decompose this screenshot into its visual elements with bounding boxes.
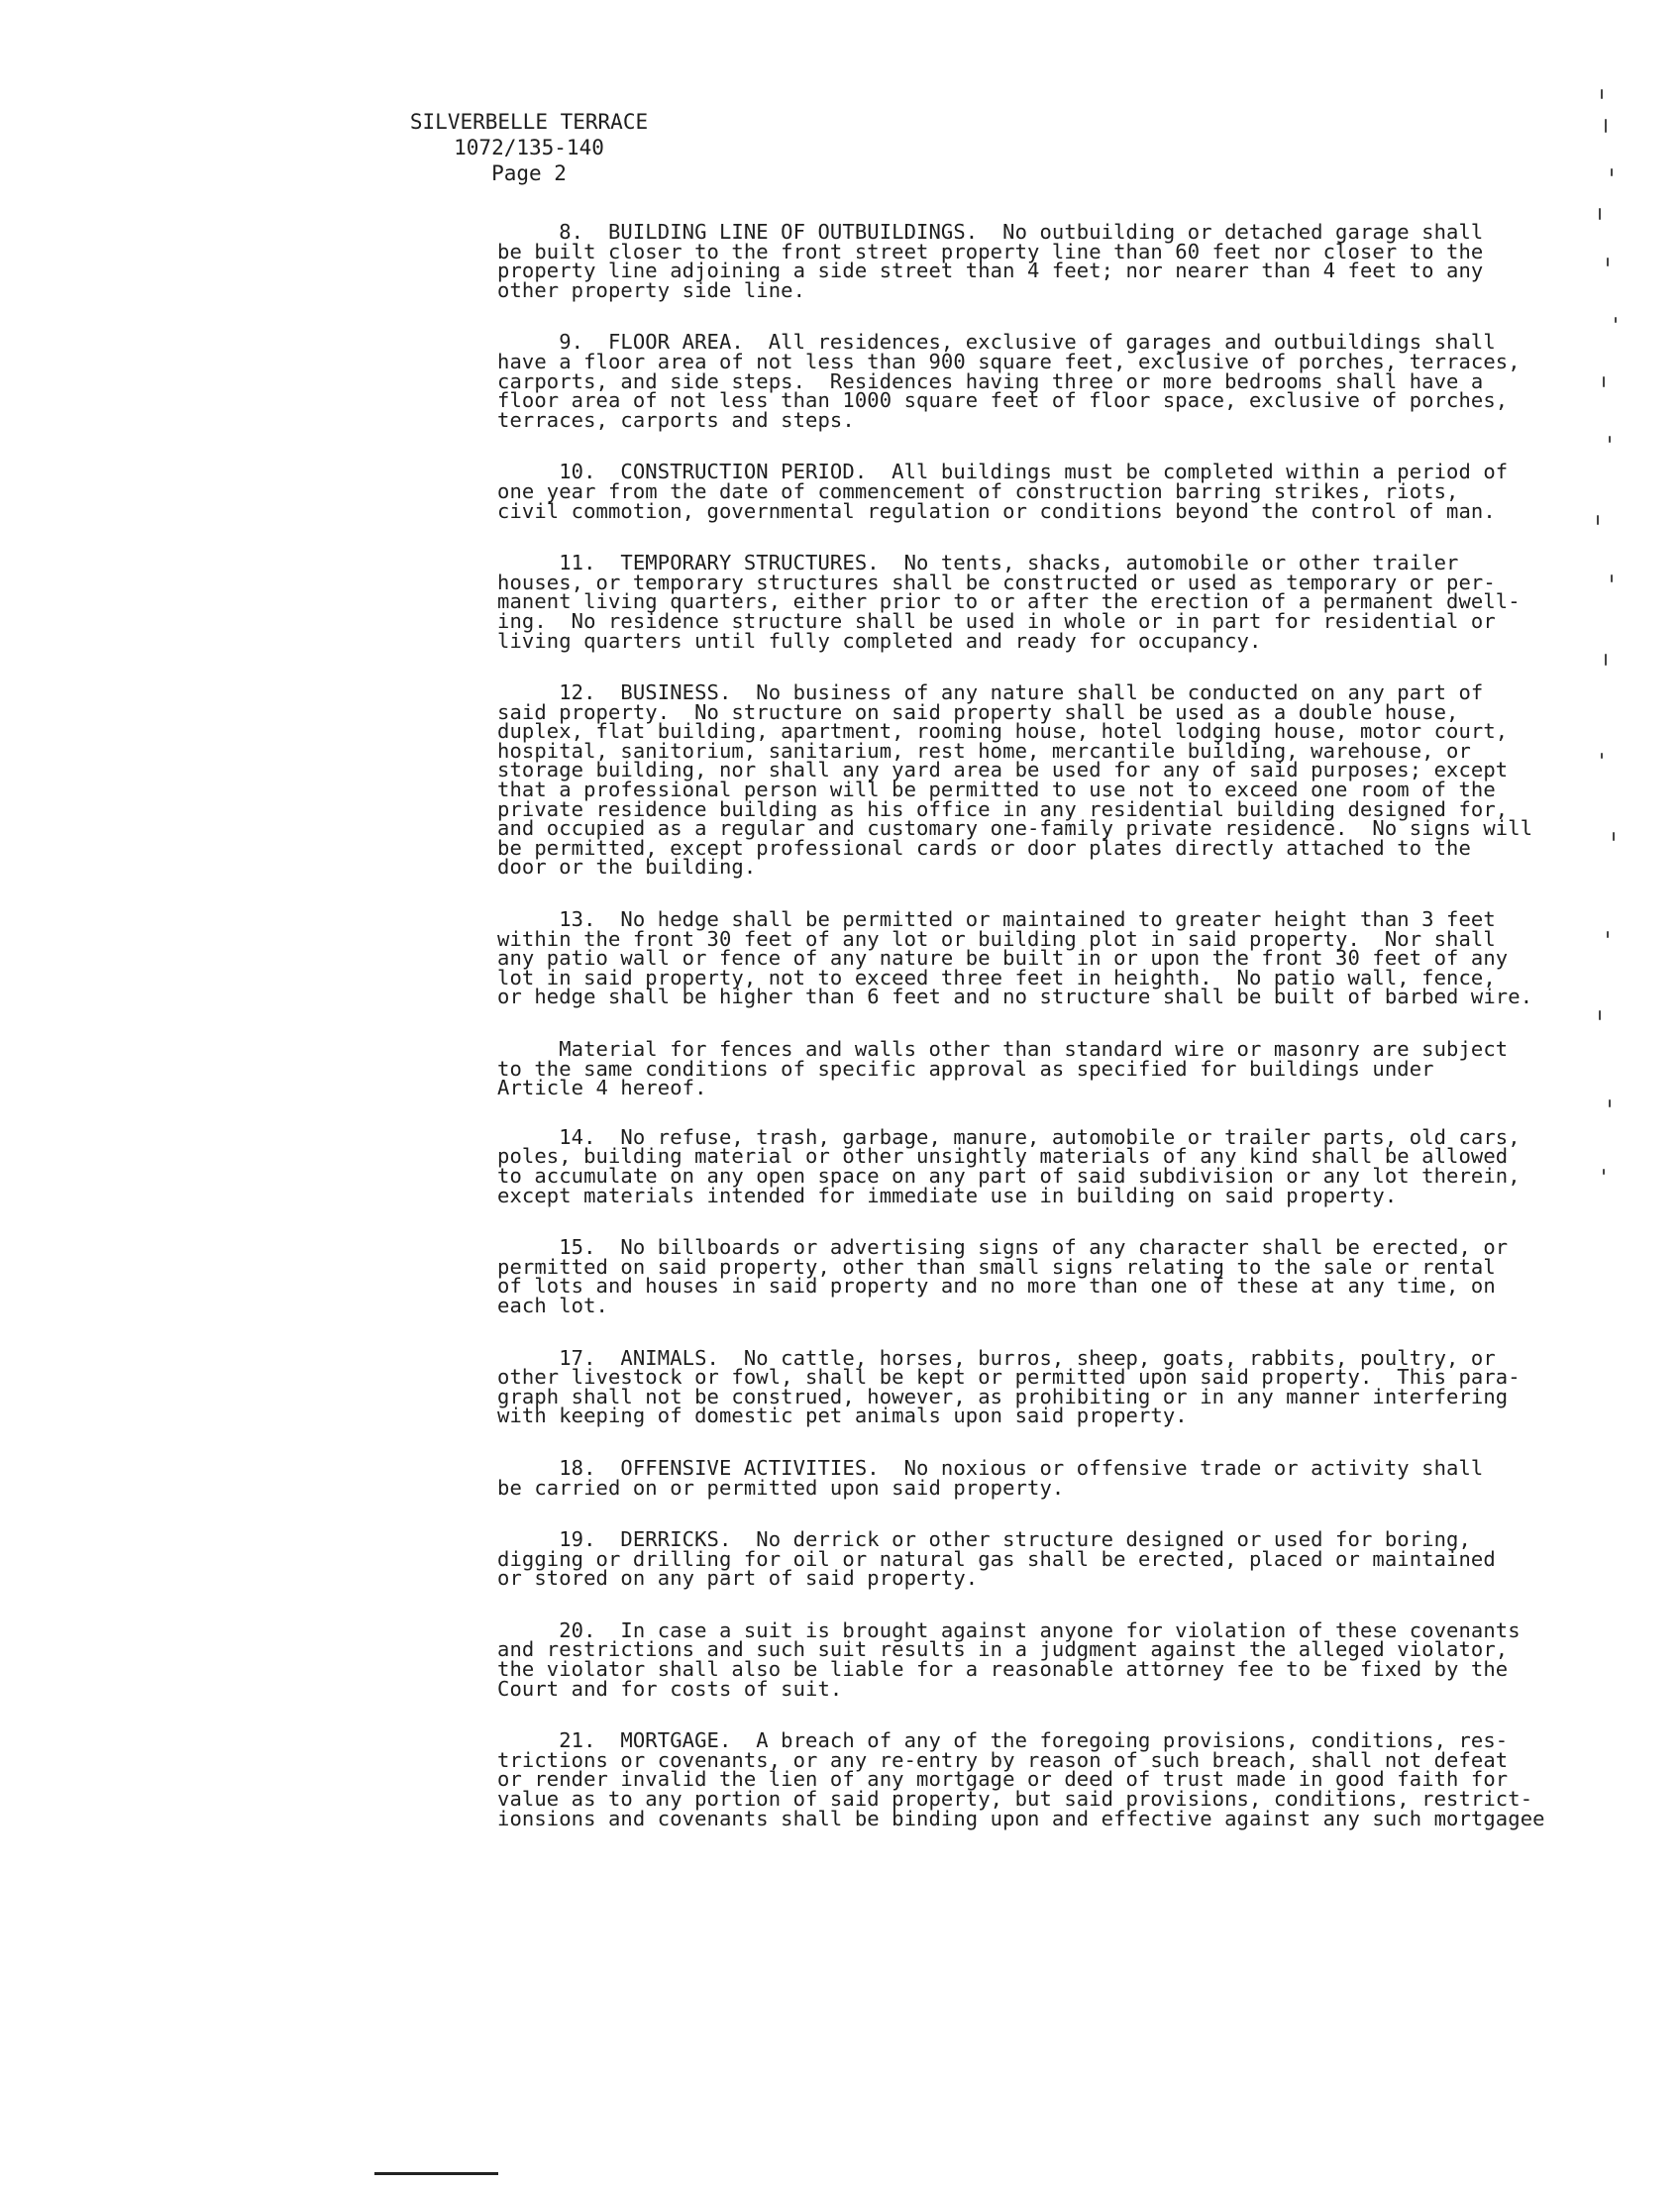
paragraph-line: or stored on any part of said property. (497, 1566, 979, 1591)
paragraph-gap (497, 651, 1577, 683)
paragraph-line: Material for fences and walls other than standard wire or masonry are subject (497, 1037, 1509, 1061)
paragraph-line: poles, building material or other unsightly materials of any kind shall be allowed (497, 1144, 1509, 1169)
paragraph-10 (497, 460, 1577, 523)
paragraph-line: within the front 30 feet of any lot or building plot in said property. Nor shall (497, 926, 1496, 951)
paragraph-line: digging or drilling for oil or natural gas shall be erected, placed or maintained (497, 1546, 1496, 1571)
paragraph-line: each lot. (497, 1293, 608, 1317)
paragraph-line: 9. FLOOR AREA. All residences, exclusive of garages and outbuildings shall (497, 330, 1496, 355)
paragraph-line: Court and for costs of suit. (497, 1676, 843, 1701)
paragraph-gap (497, 521, 1577, 554)
scan-speck (1599, 1010, 1601, 1020)
paragraph-12 (497, 680, 1577, 880)
scan-speck (1615, 317, 1617, 323)
paragraph-line: Article 4 hereof. (497, 1076, 707, 1100)
covenants-body (497, 220, 1577, 1830)
paragraph-line: graph shall not be construed, however, as prohibiting or in any manner interfering (497, 1384, 1509, 1408)
paragraph-line: duplex, flat building, apartment, rooming house, hotel lodging house, motor court, (497, 719, 1509, 744)
paragraph-gap (497, 878, 1577, 910)
paragraph-line: private residence building as his office in any residential building designed for, (497, 796, 1509, 821)
paragraph-line: and restrictions and such suit results in a judgment against the alleged violator, (497, 1637, 1509, 1662)
scan-speck (1611, 574, 1613, 582)
paragraph-11 (497, 551, 1577, 653)
paragraph-line: value as to any portion of said property, but said provisions, conditions, restrict- (497, 1787, 1533, 1812)
paragraph-line: trictions or covenants, or any re-entry by reason of such breach, shall not defeat (497, 1747, 1509, 1772)
paragraph-line: 10. CONSTRUCTION PERIOD. All buildings must be completed within a period of (497, 460, 1509, 484)
paragraph-line: or render invalid the lien of any mortgage or deed of trust made in good faith for (497, 1767, 1509, 1792)
paragraph-line: that a professional person will be permitted to use not to exceed one room of the (497, 778, 1496, 802)
paragraph-line: living quarters until fully completed and ready for occupancy. (497, 628, 1262, 653)
paragraph-line: storage building, nor shall any yard area be used for any of said purposes; except (497, 758, 1509, 782)
paragraph-line: 18. OFFENSIVE ACTIVITIES. No noxious or offensive trade or activity shall (497, 1455, 1484, 1480)
bottom-rule (374, 2172, 498, 2175)
scan-speck (1605, 119, 1607, 133)
scan-speck (1597, 515, 1599, 525)
paragraph-line: lot in said property, not to exceed three feet in heighth. No patio wall, fence, (497, 965, 1496, 989)
paragraph-line: be carried on or permitted upon said property. (497, 1475, 1065, 1500)
paragraph-line: hospital, sanitorium, sanitarium, rest home, mercantile building, warehouse, or (497, 738, 1471, 763)
paragraph-line: 12. BUSINESS. No business of any nature shall be conducted on any part of (497, 680, 1484, 705)
scan-speck (1611, 168, 1613, 176)
paragraph-18 (497, 1455, 1577, 1500)
page-number: Page 2 (491, 161, 567, 185)
paragraph-19 (497, 1527, 1577, 1591)
scan-speck (1613, 832, 1615, 841)
paragraph-line: said property. No structure on said property shall be used as a double house, (497, 699, 1459, 724)
paragraph-line: have a floor area of not less than 900 square feet, exclusive of porches, terraces, (497, 349, 1521, 373)
paragraph-line: floor area of not less than 1000 square feet of floor space, exclusive of porches, (497, 388, 1509, 413)
paragraph-line: ionsions and covenants shall be binding upon and effective against any such mortgagee (497, 1806, 1545, 1830)
paragraph-line: 19. DERRICKS. No derrick or other structure designed or used for boring, (497, 1527, 1471, 1552)
paragraph-line: 20. In case a suit is brought against anyone for violation of these covenants (497, 1617, 1521, 1642)
document-header (0, 109, 1680, 186)
paragraph-line: 21. MORTGAGE. A breach of any of the foregoing provisions, conditions, res- (497, 1728, 1509, 1753)
paragraph-gap (497, 1589, 1577, 1621)
paragraph-line: or hedge shall be higher than 6 feet and no structure shall be built of barbed wire. (497, 985, 1533, 1009)
paragraph-line: the violator shall also be liable for a reasonable attorney fee to be fixed by the (497, 1657, 1509, 1682)
scan-speck (1609, 1099, 1611, 1107)
paragraph-line: carports, and side steps. Residences having three or more bedrooms shall have a (497, 368, 1484, 393)
paragraph-gap (497, 1205, 1577, 1238)
paragraph-line: and occupied as a regular and customary one-family private residence. No signs will (497, 816, 1533, 841)
subdivision-title: SILVERBELLE TERRACE (409, 110, 649, 134)
scan-speck (1607, 931, 1609, 938)
paragraph-8 (497, 220, 1577, 302)
paragraph-gap (497, 1098, 1577, 1128)
scan-speck (1607, 258, 1609, 266)
scan-speck (1603, 376, 1605, 387)
paragraph-21 (497, 1728, 1577, 1830)
paragraph-line: civil commotion, governmental regulation or conditions beyond the control of man. (497, 498, 1496, 523)
paragraph-gap (497, 300, 1577, 333)
paragraph-line: houses, or temporary structures shall be constructed or used as temporary or per- (497, 570, 1496, 594)
paragraph-13 (497, 907, 1577, 1009)
paragraph-line: manent living quarters, either prior to or after the erection of a permanent dwell- (497, 589, 1521, 614)
paragraph-line: other property side line. (497, 277, 806, 302)
paragraph-13b (497, 1037, 1577, 1100)
paragraph-line: 17. ANIMALS. No cattle, horses, burros, sheep, goats, rabbits, poultry, or (497, 1345, 1496, 1370)
book-page-reference: 1072/135-140 (454, 136, 604, 159)
paragraph-line: to accumulate on any open space on any part of said subdivision or any lot therein, (497, 1163, 1521, 1188)
paragraph-line: with keeping of domestic pet animals upon said property. (497, 1404, 1188, 1428)
paragraph-line: property line adjoining a side street than 4 feet; nor nearer than 4 feet to any (497, 259, 1484, 283)
paragraph-line: 13. No hedge shall be permitted or maintained to greater height than 3 feet (497, 907, 1496, 932)
paragraph-17 (497, 1345, 1577, 1428)
margin-scan-marks (1581, 59, 1640, 1248)
paragraph-line: terraces, carports and steps. (497, 407, 855, 432)
scan-speck (1601, 89, 1603, 99)
paragraph-line: be built closer to the front street property line than 60 feet nor closer to the (497, 239, 1484, 263)
paragraph-line: permitted on said property, other than small signs relating to the sale or rental (497, 1254, 1496, 1279)
paragraph-line: to the same conditions of specific approval as specified for buildings under (497, 1056, 1434, 1081)
paragraph-line: door or the building. (497, 855, 757, 880)
paragraph-line: 8. BUILDING LINE OF OUTBUILDINGS. No outbuilding or detached garage shall (497, 220, 1484, 244)
paragraph-line: ing. No residence structure shall be used in whole or in part for residential or (497, 608, 1496, 633)
scan-speck (1605, 654, 1607, 666)
scan-speck (1601, 753, 1603, 759)
paragraph-15 (497, 1235, 1577, 1317)
scan-speck (1609, 436, 1611, 443)
paragraph-gap (497, 1498, 1577, 1530)
paragraph-20 (497, 1617, 1577, 1701)
scan-speck (1599, 208, 1601, 220)
paragraph-gap (497, 430, 1577, 463)
paragraph-line: 11. TEMPORARY STRUCTURES. No tents, shacks, automobile or other trailer (497, 551, 1459, 575)
paragraph-line: one year from the date of commencement of construction barring strikes, riots, (497, 478, 1459, 503)
paragraph-gap (497, 1007, 1577, 1040)
paragraph-14 (497, 1124, 1577, 1207)
paragraph-line: 14. No refuse, trash, garbage, manure, automobile or trailer parts, old cars, (497, 1124, 1521, 1149)
paragraph-line: except materials intended for immediate use in building on said property. (497, 1183, 1398, 1207)
paragraph-line: other livestock or fowl, shall be kept or permitted upon said property. This para- (497, 1365, 1521, 1390)
paragraph-gap (497, 1699, 1577, 1731)
paragraph-line: any patio wall or fence of any nature be built in or upon the front 30 feet of any (497, 946, 1509, 971)
paragraph-line: of lots and houses in said property and no more than one of these at any time, on (497, 1274, 1496, 1299)
paragraph-9 (497, 330, 1577, 432)
scan-speck (1603, 1169, 1605, 1175)
paragraph-line: be permitted, except professional cards or door plates directly attached to the (497, 835, 1471, 860)
paragraph-line: 15. No billboards or advertising signs of any character shall be erected, or (497, 1235, 1509, 1260)
paragraph-gap (497, 1316, 1577, 1349)
paragraph-gap (497, 1426, 1577, 1459)
